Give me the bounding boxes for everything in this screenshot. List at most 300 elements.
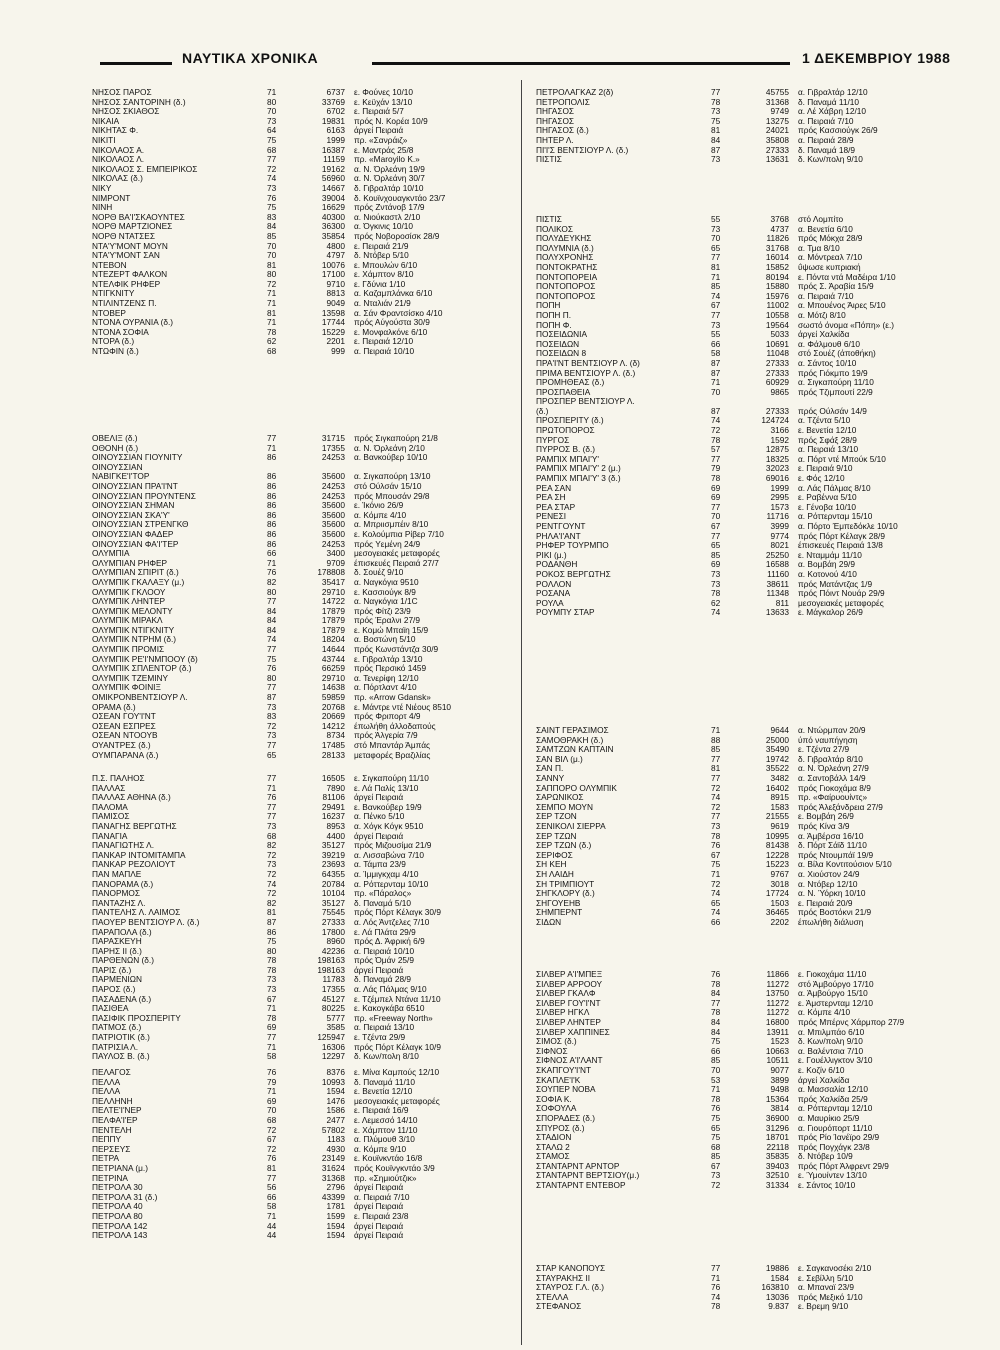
ship-status: α. Χιούστον 24/9 bbox=[798, 869, 860, 879]
tonnage: 1573 bbox=[770, 502, 789, 512]
ship-name: ΣΙΛΒΕΡ ΓΟΥ'Ι'ΝΤ bbox=[536, 998, 601, 1008]
ship-row bbox=[536, 311, 951, 321]
ship-name: ΟΛΥΜΠΙΚ ΛΗΝΤΕΡ bbox=[92, 597, 166, 607]
build-year: 76 bbox=[711, 1283, 721, 1293]
ship-name: ΠΗΤΕΡ Λ. bbox=[536, 135, 574, 145]
tonnage: 11783 bbox=[322, 975, 345, 985]
ship-name: ΠΑΤΡΙΟΤΙΚ (δ.) bbox=[92, 1033, 150, 1043]
ship-row bbox=[92, 851, 507, 861]
ship-status: ε. Τζέντα 29/9 bbox=[354, 1033, 406, 1043]
ship-status: πρός Όμάν 25/9 bbox=[354, 956, 414, 966]
ship-name: ΡΕΝΤΓΟΥΝΤ bbox=[536, 522, 586, 531]
build-year: 86 bbox=[267, 529, 277, 539]
tonnage: 35127 bbox=[321, 898, 345, 908]
ship-name: ΠΕΤΡΟΛΑ 40 bbox=[92, 1202, 143, 1212]
ship-status: πρ. «Σημιούτζικ» bbox=[354, 1173, 417, 1183]
tonnage: 27333 bbox=[765, 368, 789, 378]
ship-name: ΠΟΠΗ Φ. bbox=[536, 320, 572, 330]
build-year: 85 bbox=[711, 1056, 721, 1066]
ship-status: έπωλήθη άλλοδαπούς bbox=[354, 721, 436, 731]
tonnage: 81438 bbox=[765, 841, 789, 851]
ship-name: ΟΛΥΜΠΙΑ bbox=[92, 549, 130, 559]
ship-name: ΠΡΟΣΠΕΡ ΒΕΝΤΣΙΟΥΡ Λ. bbox=[536, 397, 635, 407]
ship-name: ΣΟΥΠΕΡ ΝΟΒΑ bbox=[536, 1085, 596, 1095]
build-year: 66 bbox=[711, 917, 721, 927]
ship-status: α. Γιουρόπορτ 11/10 bbox=[798, 1123, 873, 1133]
ship-status: ε. Κακογκάβα 6510 bbox=[354, 1004, 425, 1014]
ship-status: στό Λομπίτο bbox=[798, 215, 844, 224]
build-year: 53 bbox=[711, 1075, 721, 1085]
ship-name: ΣΑΜΟΘΡΑΚΗ (δ.) bbox=[536, 735, 604, 745]
build-year: 66 bbox=[711, 339, 721, 349]
ship-name: ΝΟΡΘ ΝΤΑΤΣΕΣ bbox=[92, 231, 155, 241]
tonnage: 3482 bbox=[770, 773, 789, 783]
build-year: 73 bbox=[711, 155, 721, 165]
ship-row bbox=[536, 1085, 951, 1095]
build-year: 68 bbox=[267, 347, 277, 357]
build-year: 77 bbox=[267, 155, 277, 165]
ship-status: ε. Γδύνια 1/10 bbox=[354, 279, 406, 289]
build-year: 71 bbox=[711, 378, 721, 388]
build-year: 86 bbox=[267, 501, 277, 511]
tonnage: 8734 bbox=[326, 731, 345, 741]
ship-row bbox=[92, 232, 507, 242]
build-year: 87 bbox=[711, 368, 721, 378]
ship-status: πρός Κασσιούγκ 26/9 bbox=[798, 126, 878, 136]
ship-row bbox=[92, 194, 507, 204]
tonnage: 13631 bbox=[765, 155, 789, 165]
ship-group-p4 bbox=[536, 215, 951, 618]
build-year: 77 bbox=[267, 741, 277, 750]
tonnage: 10104 bbox=[321, 889, 345, 899]
tonnage: 9774 bbox=[770, 531, 789, 541]
build-year: 72 bbox=[711, 426, 721, 436]
tonnage: 16505 bbox=[321, 774, 345, 783]
tonnage: 35490 bbox=[765, 745, 789, 755]
ship-row bbox=[536, 474, 951, 484]
ship-status: ε. Μάντρε ντέ Νιέους 8510 bbox=[354, 702, 452, 712]
ship-row bbox=[536, 832, 951, 842]
build-year: 75 bbox=[711, 860, 721, 870]
ship-row bbox=[92, 559, 507, 569]
ship-name: ΠΕΤΡΟΛΑ 142 bbox=[92, 1221, 148, 1231]
ship-row bbox=[536, 1114, 951, 1124]
ship-status: δ. Κων/πολη 9/10 bbox=[798, 1037, 863, 1047]
ship-status: ΰψωσε κυπριακή bbox=[798, 262, 861, 272]
tonnage: 6163 bbox=[326, 126, 345, 136]
build-year: 81 bbox=[711, 764, 721, 774]
build-year: 72 bbox=[711, 783, 721, 793]
tonnage: 17100 bbox=[321, 270, 345, 280]
tonnage: 45755 bbox=[765, 88, 789, 97]
tonnage: 38611 bbox=[766, 579, 789, 589]
build-year: 77 bbox=[711, 531, 721, 541]
ship-row bbox=[536, 908, 951, 918]
ship-name: ΟΛΥΜΠΙΚ ΡΕ'Ι'ΝΜΠΟΟΥ (δ) bbox=[92, 654, 198, 664]
ship-row bbox=[92, 703, 507, 713]
ship-name: ΠΟΠΗ bbox=[536, 301, 561, 311]
ship-name: ΡΕΑ ΣΤΑΡ bbox=[536, 502, 576, 512]
ship-name: ΝΤΟΒΕΡ bbox=[92, 308, 126, 318]
build-year: 74 bbox=[711, 889, 721, 899]
ship-name: ΟΘΟΝΗ (δ.) bbox=[92, 443, 139, 453]
build-year: 74 bbox=[711, 416, 721, 426]
ship-status: ε. Σεβίλλη 5/10 bbox=[798, 1273, 854, 1283]
tonnage: 80225 bbox=[321, 1004, 345, 1014]
build-year: 77 bbox=[711, 310, 721, 320]
build-year: 86 bbox=[267, 491, 277, 501]
ship-row bbox=[92, 530, 507, 540]
ship-row bbox=[536, 1008, 951, 1018]
build-year: 71 bbox=[267, 1211, 277, 1221]
tonnage: 23693 bbox=[321, 860, 345, 870]
build-year: 58 bbox=[711, 349, 721, 359]
ship-status: ε. Λά Παλίς 13/10 bbox=[354, 783, 419, 793]
ship-status: πρός Νοβοροσίσκ 28/9 bbox=[354, 231, 440, 241]
ship-name: ΣΙΛΒΕΡ ΧΑΠΠΙΝΕΣ bbox=[536, 1027, 610, 1037]
build-year: 80 bbox=[267, 673, 277, 683]
tonnage: 178808 bbox=[317, 568, 345, 578]
ship-status: πρός Ρίο Ίανέϊρο 29/9 bbox=[798, 1133, 880, 1143]
ship-name: ΠΟΛΥΜΝΙΑ (δ.) bbox=[536, 243, 594, 253]
ship-name: ΝΙΚΟΛΑΟΣ Λ. bbox=[92, 155, 145, 165]
ship-status: α. Πειραιά 10/10 bbox=[354, 946, 415, 956]
build-year: 78 bbox=[711, 979, 721, 989]
ship-status: α. Μπαναϊ 23/9 bbox=[798, 1283, 854, 1293]
ship-status: ε. Πειραιά 16/9 bbox=[354, 1106, 409, 1116]
ship-name: ΟΛΥΜΠΙΚ ΤΖΕΜΙΝΥ bbox=[92, 673, 169, 683]
ship-name: ΠΕΛΤΕ'Ι'ΝΕΡ bbox=[92, 1106, 142, 1116]
ship-name: ΣΙΛΒΕΡ ΗΓΚΛ bbox=[536, 1008, 590, 1018]
build-year: 86 bbox=[267, 520, 277, 530]
tonnage: 1594 bbox=[326, 1087, 345, 1097]
ship-name: ΟΛΥΜΠΙΚ ΣΠΛΕΝΤΟΡ (δ.) bbox=[92, 664, 192, 674]
ship-row bbox=[92, 251, 507, 261]
ship-status: α. Ν. Όρλεάνη 19/9 bbox=[354, 164, 425, 174]
ship-status: πρός Υεμένη 24/9 bbox=[354, 539, 421, 549]
ship-row bbox=[92, 347, 507, 357]
ship-status: α. Χόγκ Κόγκ 9510 bbox=[354, 821, 424, 831]
tonnage: 56960 bbox=[321, 174, 345, 184]
ship-row bbox=[92, 985, 507, 995]
ship-name: ΠΟΛΥΔΕΥΚΗΣ bbox=[536, 234, 592, 244]
ship-status: α. Ντόβερ 12/10 bbox=[798, 879, 858, 889]
ship-row bbox=[536, 560, 951, 570]
right-column bbox=[536, 88, 951, 1338]
tonnage: 18325 bbox=[765, 454, 789, 464]
ship-name: ΟΙΝΟΥΣΣΙΑΝ ΓΙΟΥΝΙΤΥ bbox=[92, 453, 183, 463]
ship-name: ΣΙΦΝΟΣ Α'Ι'ΛΑΝΤ bbox=[536, 1056, 603, 1066]
build-year: 70 bbox=[711, 387, 721, 397]
build-year: 68 bbox=[267, 145, 277, 155]
ship-row bbox=[92, 107, 507, 117]
tonnage: 3166 bbox=[770, 426, 789, 436]
tonnage: 17724 bbox=[765, 889, 789, 899]
ship-row bbox=[536, 273, 951, 283]
tonnage: 999 bbox=[331, 347, 345, 357]
ship-name: ΝΤΟΡΑ (δ.) bbox=[92, 337, 135, 347]
ship-name: ΣΚΑΠΓΟΥ'Ι'ΝΤ bbox=[536, 1065, 592, 1075]
ship-row bbox=[92, 1097, 507, 1107]
ship-row bbox=[536, 1018, 951, 1028]
ship-row bbox=[92, 1212, 507, 1222]
tonnage: 198163 bbox=[317, 965, 345, 975]
ship-name: ΠΑΡΘΕΝΩΝ (δ.) bbox=[92, 956, 154, 966]
tonnage: 9049 bbox=[326, 299, 345, 309]
ship-status: α. Μπριισμπέιν 8/10 bbox=[354, 520, 429, 530]
ship-name: ΝΗΣΟΣ ΣΑΝΤΟΡΙΝΗ (δ.) bbox=[92, 97, 186, 107]
ship-name: ΟΣΕΑΝ ΓΟΥ'Ι'ΝΤ bbox=[92, 712, 156, 722]
ship-name: ΠΡΑ'Ι'ΝΤ ΒΕΝΤΣΙΟΥΡ Λ. (δ) bbox=[536, 358, 640, 368]
build-year: 86 bbox=[267, 472, 277, 482]
ship-name: ΣΙΦΝΟΣ bbox=[536, 1046, 568, 1056]
ship-name: ΠΡΩΤΟΠΟΡΟΣ bbox=[536, 426, 595, 436]
build-year: 78 bbox=[267, 1013, 277, 1023]
ship-name: ΠΟΝΤΟΠΟΡΟΣ bbox=[536, 291, 596, 301]
ship-status: άργεί Πειραιά bbox=[354, 1231, 404, 1241]
ship-name: ΝΙΚΙΤΙ bbox=[92, 135, 116, 145]
ship-status: ε. Βενετία 12/10 bbox=[354, 1087, 413, 1097]
ship-name: ΠΡΟΜΗΘΕΑΣ (δ.) bbox=[536, 378, 605, 388]
ship-row bbox=[536, 88, 951, 98]
ship-name: ΝΟΡΘ ΒΑ'Ι'ΣΚΑΟΥΝΤΕΣ bbox=[92, 212, 185, 222]
ship-name: ΠΑΝΤΑΖΗΣ Λ. bbox=[92, 898, 146, 908]
ship-name: ΠΑΝΚΑΡ ΙΝΤΟΜΙΤΑΜΠΑ bbox=[92, 850, 186, 860]
ship-status: δ. Ντόβερ 5/10 bbox=[354, 251, 409, 261]
tonnage: 10511 bbox=[766, 1056, 789, 1066]
ship-name: ΠΕΤΡΟΛΑΓΚΑΖ 2(δ) bbox=[536, 88, 614, 97]
ship-status: άργεί Χαλκίδα bbox=[798, 1075, 850, 1085]
tonnage: 31368 bbox=[765, 97, 789, 107]
ship-status: ε. Κομώ Μπαϊη 15/9 bbox=[354, 625, 429, 635]
build-year: 76 bbox=[267, 193, 277, 203]
ship-status: πρός Ν. Κορέα 10/9 bbox=[354, 116, 428, 126]
tonnage: 125947 bbox=[317, 1033, 345, 1043]
ship-status: ε. Χάμπτον 11/10 bbox=[354, 1125, 418, 1135]
ship-name: ΠΟΝΤΟΚΡΑΤΗΣ bbox=[536, 262, 598, 272]
build-year: 67 bbox=[711, 850, 721, 860]
tonnage: 64355 bbox=[321, 869, 345, 879]
ship-row bbox=[92, 774, 507, 784]
tonnage: 31334 bbox=[765, 1181, 789, 1191]
ship-row bbox=[92, 126, 507, 136]
tonnage: 19831 bbox=[321, 116, 345, 126]
ship-name: ΝΙΚΟΛΑΣ (δ.) bbox=[92, 174, 143, 184]
ship-name: ΠΑΝΑΓΗΣ ΒΕΡΓΩΤΗΣ bbox=[92, 821, 177, 831]
ship-status: πρός Μιζουσίμα 21/9 bbox=[354, 841, 432, 851]
build-year: 69 bbox=[267, 1096, 277, 1106]
ship-name: ΟΙΝΟΥΣΣΙΑΝ ΠΡΟΥΝΤΕΝΣ bbox=[92, 491, 196, 501]
tonnage: 14212 bbox=[321, 721, 345, 731]
build-year: 75 bbox=[711, 1037, 721, 1047]
ship-status: ε. Βρεμη 9/10 bbox=[798, 1302, 849, 1312]
tonnage: 23149 bbox=[321, 1154, 345, 1164]
ship-name: ΠΕΝΤΕΛΗ bbox=[92, 1125, 132, 1135]
build-year: 73 bbox=[267, 985, 277, 995]
tonnage: 35522 bbox=[765, 764, 789, 774]
ship-row bbox=[92, 674, 507, 684]
build-year: 78 bbox=[267, 956, 277, 966]
build-year: 68 bbox=[711, 1142, 721, 1152]
tonnage: 10558 bbox=[765, 310, 789, 320]
tonnage: 3585 bbox=[326, 1023, 345, 1033]
ship-name: ΣΚΑΠΛΕ'Ι'Κ bbox=[536, 1075, 581, 1085]
ship-row bbox=[92, 117, 507, 127]
ship-status: α. Ν. Ύόρκη 10/10 bbox=[798, 889, 866, 899]
build-year: 71 bbox=[711, 869, 721, 879]
build-year: 79 bbox=[267, 1077, 277, 1087]
tonnage: 35600 bbox=[321, 510, 345, 520]
ship-row bbox=[536, 589, 951, 599]
ship-name: ΡΕΑ ΣΑΝ bbox=[536, 483, 572, 493]
ship-name: ΡΟΥΛΑ bbox=[536, 598, 564, 608]
ship-group-o bbox=[92, 434, 507, 760]
ship-name: ΣΙΛΒΕΡ ΛΗΝΤΕΡ bbox=[536, 1017, 601, 1027]
ship-status: α. Βενετία 6/10 bbox=[798, 224, 853, 234]
ship-status: πρός Βοστόκνι 21/9 bbox=[798, 908, 872, 918]
ship-name: ΠΡΟΣΠΑΘΕΙΑ bbox=[536, 387, 591, 397]
ship-status: ε. Ραβέννα 5/10 bbox=[798, 493, 857, 503]
ship-row bbox=[92, 860, 507, 870]
build-year: 44 bbox=[267, 1221, 277, 1231]
ship-status: πρός Πόρτ Κέλαγκ 30/9 bbox=[354, 908, 441, 918]
build-year: 75 bbox=[711, 1113, 721, 1123]
ship-status: α. Όγκινις 10/10 bbox=[354, 222, 414, 232]
ship-name: ΣΠΥΡΟΣ (δ.) bbox=[536, 1123, 585, 1133]
ship-row bbox=[92, 889, 507, 899]
ship-status: α. Πειραιά 10/10 bbox=[354, 347, 415, 357]
ship-status: ε. Φός 12/10 bbox=[798, 474, 845, 484]
ship-status: πρός Ματάντζας 1/9 bbox=[798, 579, 873, 589]
tonnage: 3899 bbox=[770, 1075, 789, 1085]
ship-group-s3 bbox=[536, 1264, 951, 1312]
ship-row bbox=[92, 1174, 507, 1184]
page-header bbox=[100, 50, 962, 72]
build-year: 71 bbox=[267, 289, 277, 299]
ship-status: πρός Πόρτ Κέλαγκ 10/9 bbox=[354, 1042, 441, 1052]
ship-row bbox=[536, 784, 951, 794]
issue-date: 1 ΔΕΚΕΜΒΡΙΟΥ 1988 bbox=[802, 50, 951, 66]
ship-name: ΣΤΑΝΤΑΡΝΤ ΑΡΝΤΟΡ bbox=[536, 1161, 620, 1171]
ship-status: πρός Περσικό 1459 bbox=[354, 664, 427, 674]
ship-status: ύπό ναυπήγηση bbox=[798, 735, 858, 745]
ship-row bbox=[92, 588, 507, 598]
build-year: 76 bbox=[267, 664, 277, 674]
ship-name: ΣΗ ΚΕΗ bbox=[536, 860, 567, 870]
build-year: 71 bbox=[267, 443, 277, 453]
ship-row bbox=[92, 165, 507, 175]
tonnage: 19742 bbox=[765, 754, 789, 764]
tonnage: 17355 bbox=[321, 985, 345, 995]
tonnage: 57802 bbox=[321, 1125, 345, 1135]
ship-row bbox=[536, 155, 951, 165]
ship-row bbox=[92, 213, 507, 223]
tonnage: 80194 bbox=[765, 272, 789, 282]
ship-row bbox=[536, 599, 951, 609]
tonnage: 3400 bbox=[326, 549, 345, 559]
tonnage: 13598 bbox=[321, 308, 345, 318]
ship-name: ΠΥΡΓΟΣ bbox=[536, 435, 570, 445]
ship-name: ΡΑΜΠΙΧ ΜΠΑΙ'Υ' 2 (μ.) bbox=[536, 464, 621, 474]
ship-name: Π.Σ. ΠΑΛΗΟΣ bbox=[92, 774, 145, 783]
tonnage: 13750 bbox=[765, 989, 789, 999]
tonnage: 75545 bbox=[321, 908, 345, 918]
ship-row bbox=[92, 1043, 507, 1053]
ship-row bbox=[536, 330, 951, 340]
ship-status: ε. Τζέμπελ Ντάνα 11/10 bbox=[354, 994, 441, 1004]
ship-row bbox=[536, 503, 951, 513]
tonnage: 35808 bbox=[765, 135, 789, 145]
tonnage: 60929 bbox=[765, 378, 789, 388]
ship-status: α. Βαλέντσια 7/10 bbox=[798, 1046, 864, 1056]
tonnage: 15364 bbox=[765, 1094, 789, 1104]
build-year: 73 bbox=[267, 183, 277, 193]
header-rule-middle bbox=[372, 62, 790, 65]
ship-name: ΠΗΓΑΣΟΣ bbox=[536, 116, 575, 126]
ship-row bbox=[536, 1104, 951, 1114]
ship-row bbox=[92, 793, 507, 803]
ship-row bbox=[536, 1047, 951, 1057]
ship-status: ε. Μαντράς 25/8 bbox=[354, 145, 414, 155]
ship-status: α. Ν. Όρλεάνη 2/10 bbox=[354, 443, 425, 453]
tonnage: 2201 bbox=[326, 337, 345, 347]
ship-status: πρός Φριπορτ 4/9 bbox=[354, 712, 421, 722]
tonnage: 10993 bbox=[321, 1077, 345, 1087]
build-year: 73 bbox=[267, 702, 277, 712]
ship-name: ΠΑΡΑΠΟΛΑ (δ.) bbox=[92, 927, 152, 937]
tonnage: 12297 bbox=[321, 1052, 345, 1062]
ship-row bbox=[536, 1056, 951, 1066]
tonnage: 15223 bbox=[765, 860, 789, 870]
tonnage: 27333 bbox=[765, 145, 789, 155]
tonnage: 35835 bbox=[765, 1152, 789, 1162]
ship-row bbox=[92, 482, 507, 492]
ship-name: ΟΙΝΟΥΣΣΙΑΝ ΦΑ'Ι'ΤΕΡ bbox=[92, 539, 179, 549]
ship-row bbox=[92, 812, 507, 822]
tonnage: 81106 bbox=[322, 793, 345, 803]
build-year: 71 bbox=[267, 299, 277, 309]
ship-name: ΝΤΑ'Υ'ΜΟΝΤ ΣΑΝ bbox=[92, 251, 160, 261]
ship-row bbox=[92, 203, 507, 213]
tonnage: 11348 bbox=[766, 589, 789, 599]
tonnage: 1584 bbox=[770, 1273, 789, 1283]
ship-status: ε. Πειραιά 12/10 bbox=[354, 337, 414, 347]
ship-status: α. Σιγκαπούρη 13/10 bbox=[354, 472, 431, 482]
ship-status: α. Άμβέρσα 16/10 bbox=[798, 831, 864, 841]
ship-status: α. Ντώρμπαν 20/9 bbox=[798, 726, 866, 735]
tonnage: 4737 bbox=[770, 224, 789, 234]
build-year: 67 bbox=[711, 1161, 721, 1171]
build-year: 73 bbox=[267, 116, 277, 126]
ship-status: α. Μότζι 8/10 bbox=[798, 310, 846, 320]
ship-row bbox=[536, 608, 951, 618]
ship-name: ΝΙΚΑΙΑ bbox=[92, 116, 120, 126]
tonnage: 1183 bbox=[327, 1135, 345, 1145]
ship-row bbox=[536, 541, 951, 551]
ship-name: ΟΣΕΑΝ ΝΤΟΟΥΒ bbox=[92, 731, 158, 741]
ship-row bbox=[536, 918, 951, 928]
ship-status: α. Πένκο 5/10 bbox=[354, 812, 405, 822]
build-year: 79 bbox=[711, 464, 721, 474]
ship-row bbox=[536, 215, 951, 225]
build-year: 76 bbox=[711, 1104, 721, 1114]
build-year: 73 bbox=[711, 224, 721, 234]
ship-name: ΟΒΕΛΙΞ (δ.) bbox=[92, 434, 138, 443]
build-year: 78 bbox=[267, 965, 277, 975]
build-year: 77 bbox=[711, 812, 721, 822]
build-year: 77 bbox=[711, 253, 721, 263]
build-year: 88 bbox=[711, 735, 721, 745]
